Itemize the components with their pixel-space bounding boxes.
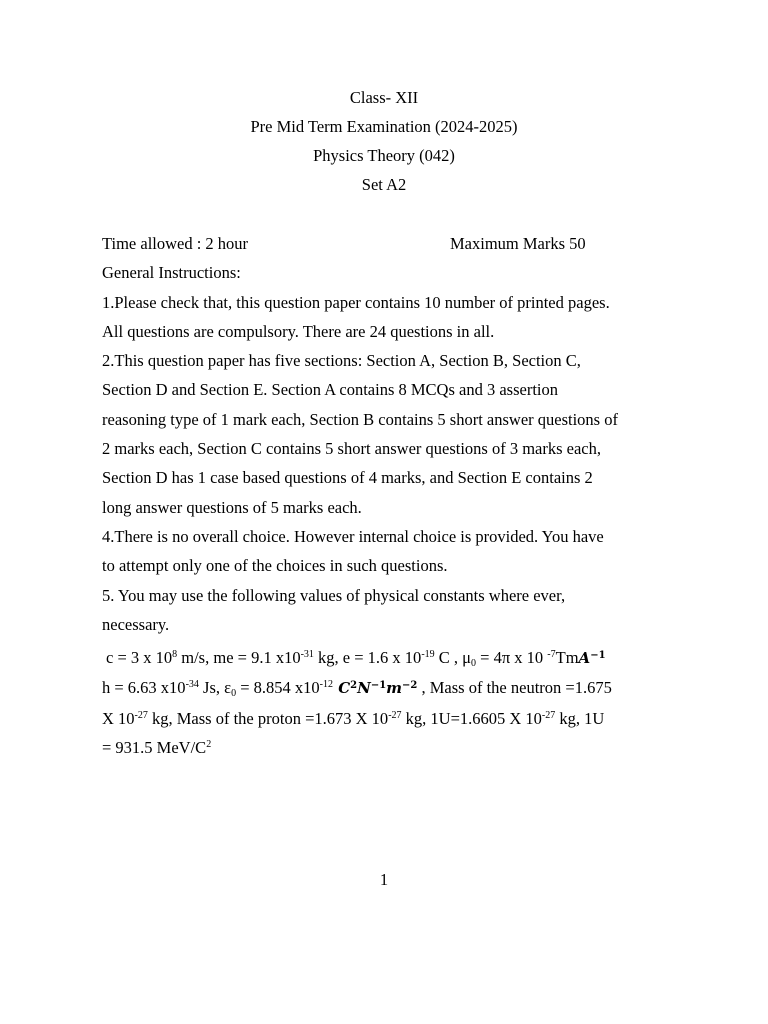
metre-symbol: m bbox=[386, 679, 403, 697]
instruction-line: 2 marks each, Section C contains 5 short answer questions of 3 marks each, bbox=[102, 439, 602, 458]
instruction-line: All questions are compulsory. There are 24 questions in all. bbox=[102, 322, 495, 341]
electron-charge: kg, e = 1.6 x 10 bbox=[313, 648, 422, 667]
exponent: −2 bbox=[402, 680, 418, 691]
exponent: -19 bbox=[421, 649, 435, 660]
instruction-line: Section D has 1 case based questions of 4 marks, and Section E contains 2 bbox=[102, 468, 593, 487]
exam-title: Pre Mid Term Examination (2024-2025) bbox=[250, 117, 518, 136]
exponent: -27 bbox=[134, 710, 148, 721]
exponent: -7 bbox=[547, 649, 556, 660]
constants-line-1 bbox=[106, 648, 606, 668]
neutron-mass-value: X 10 bbox=[102, 709, 135, 728]
instruction-line: necessary. bbox=[102, 615, 170, 634]
proton-mass: kg, Mass of the proton =1.673 X 10 bbox=[147, 709, 389, 728]
instruction-line: to attempt only one of the choices in such questions. bbox=[102, 556, 448, 575]
exponent: -34 bbox=[185, 679, 199, 690]
instruction-line: reasoning type of 1 mark each, Section B contains 5 short answer questions of bbox=[102, 410, 618, 429]
page-number: 1 bbox=[379, 870, 389, 889]
exponent: -31 bbox=[300, 649, 314, 660]
exponent: -12 bbox=[319, 679, 333, 690]
permittivity-symbol: Js, ε bbox=[198, 678, 232, 697]
subscript: 0 bbox=[231, 688, 237, 699]
class-title: Class- XII bbox=[349, 88, 419, 107]
exponent: −1 bbox=[370, 680, 387, 691]
instruction-line: Section D and Section E. Section A contains 8 MCQs and 3 assertion bbox=[102, 380, 558, 399]
maximum-marks: Maximum Marks 50 bbox=[450, 234, 586, 253]
instruction-line: 5. You may use the following values of physical constants where ever, bbox=[102, 586, 566, 605]
speed-of-light: c = 3 x 10 bbox=[106, 648, 173, 667]
atomic-mass-unit: kg, 1U=1.6605 X 10 bbox=[401, 709, 542, 728]
permeability-unit: Tm bbox=[555, 648, 579, 667]
exponent: -27 bbox=[541, 710, 556, 721]
exponent: 8 bbox=[172, 649, 178, 660]
constants-line-3 bbox=[102, 709, 604, 729]
subscript: 0 bbox=[471, 658, 477, 669]
permittivity-value: = 8.854 x10 bbox=[236, 678, 320, 697]
subject-title: Physics Theory (042) bbox=[313, 146, 455, 165]
coulomb-symbol: C bbox=[332, 679, 351, 697]
atomic-mass-unit-energy-value: = 931.5 MeV/C bbox=[102, 738, 207, 757]
exponent: -27 bbox=[388, 710, 402, 721]
exponent: 2 bbox=[206, 739, 212, 750]
newton-symbol: N bbox=[357, 679, 371, 697]
planck-constant: h = 6.63 x10 bbox=[102, 678, 186, 697]
exponent: 2 bbox=[350, 680, 358, 691]
time-allowed: Time allowed : 2 hour bbox=[102, 234, 249, 253]
atomic-mass-unit-energy: kg, 1U bbox=[555, 709, 605, 728]
permeability-symbol: C , μ bbox=[434, 648, 472, 667]
neutron-mass: , Mass of the neutron =1.675 bbox=[417, 678, 612, 697]
electron-mass: m/s, me = 9.1 x10 bbox=[177, 648, 301, 667]
permeability-value: = 4π x 10 bbox=[476, 648, 548, 667]
ampere-symbol: A bbox=[578, 649, 591, 667]
exponent: −1 bbox=[590, 650, 606, 661]
set-title: Set A2 bbox=[361, 175, 407, 194]
instruction-line: 4.There is no overall choice. However internal choice is provided. You have bbox=[102, 527, 604, 546]
constants-line-2 bbox=[102, 678, 612, 698]
instruction-line: 1.Please check that, this question paper contains 10 number of printed pages. bbox=[102, 293, 610, 312]
instruction-line: 2.This question paper has five sections: Section A, Section B, Section C, bbox=[102, 351, 581, 370]
instruction-line: long answer questions of 5 marks each. bbox=[102, 498, 362, 517]
constants-line-4 bbox=[102, 738, 211, 758]
instructions-heading: General Instructions: bbox=[102, 263, 241, 282]
